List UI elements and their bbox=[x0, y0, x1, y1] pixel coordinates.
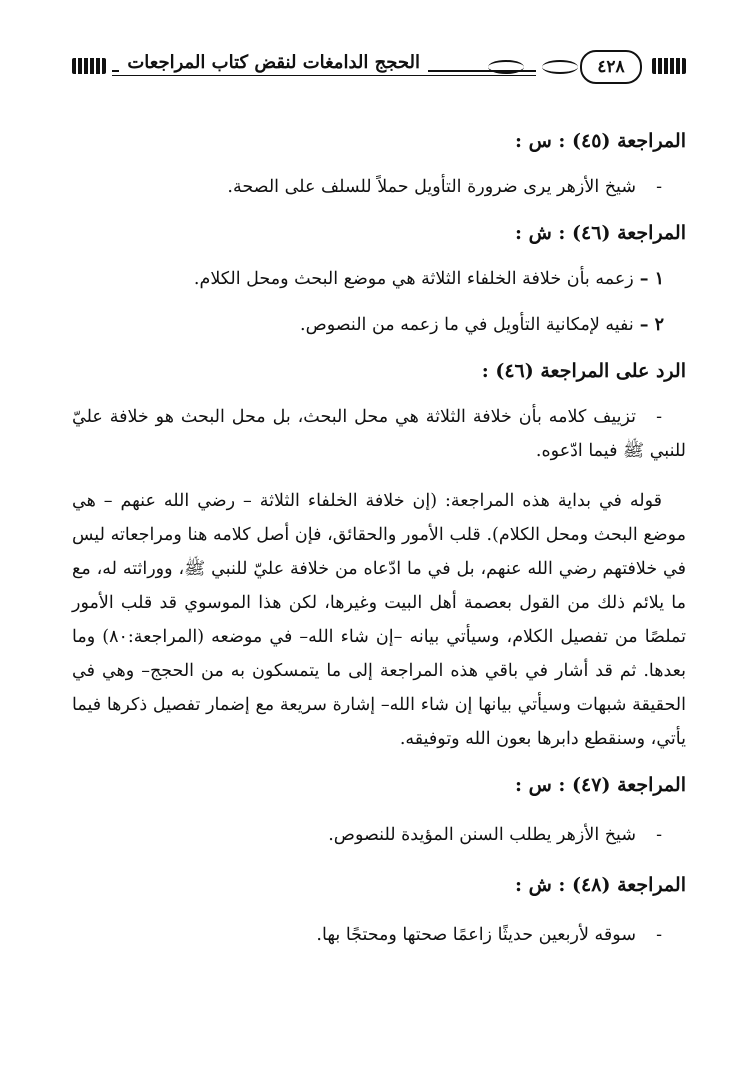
bullet-text: سوقه لأربعين حديثًا زاعمًا صحتها ومحتجًا بها. bbox=[316, 925, 636, 945]
section-heading-m46: المراجعة (٤٦) : ش : bbox=[514, 222, 686, 244]
flourish-ornament bbox=[488, 60, 524, 74]
bullet-text: شيخ الأزهر يرى ضرورة التأويل حملاً للسلف على الصحة. bbox=[227, 177, 636, 197]
ornament-left bbox=[72, 58, 106, 74]
dash-marker: - bbox=[656, 177, 662, 197]
flourish-ornament bbox=[542, 60, 578, 74]
header-rule-thin bbox=[112, 75, 536, 76]
item-text: زعمه بأن خلافة الخلفاء الثلاثة هي موضع البحث ومحل الكلام. bbox=[193, 269, 634, 289]
page-body bbox=[72, 124, 686, 952]
dash-marker: - bbox=[656, 925, 662, 945]
bullet-text: تزييف كلامه بأن خلافة الثلاثة هي محل البحث، بل محل البحث هو خلافة عليّ للنبي ﷺ فيما ادّعوه. bbox=[72, 407, 686, 461]
numbered-item-2 bbox=[72, 308, 686, 342]
section-heading-m45: المراجعة (٤٥) : س : bbox=[514, 130, 686, 152]
numbered-item-1 bbox=[72, 262, 686, 296]
book-title: الحجج الدامغات لنقض كتاب المراجعات bbox=[119, 52, 428, 73]
section-heading-reply: الرد على المراجعة (٤٦) : bbox=[481, 360, 686, 382]
bullet-m45 bbox=[72, 170, 686, 204]
bullet-text: شيخ الأزهر يطلب السنن المؤيدة للنصوص. bbox=[328, 825, 636, 845]
section-heading-m48: المراجعة (٤٨) : ش : bbox=[514, 874, 686, 896]
item-number: ٢ – bbox=[639, 315, 664, 335]
dash-marker: - bbox=[656, 407, 662, 427]
body-paragraph: قوله في بداية هذه المراجعة: (إن خلافة الخلفاء الثلاثة – رضي الله عنهم – هي موضع البحث ومحل الكلام). قلب الأمور والحقائق، فإن أصل كلامه هنا ومراجعاته ليس في خلافتهم رضي الله عنهم، بل في ما ادّعاه من خلافة عليّ للنبي ﷺ، ووراثته له، مع ما يلائم ذلك من القول بعصمة أهل البيت وغيرها، لكن هذا الموسوي قد قلب الأمور تملصًا من تفصيل الكلام، وسيأتي بيانه –إن شاء الله– في موضعه (المراجعة:٨٠) وما بعدها. ثم قد أشار في باقي هذه المراجعة إلى ما يتمسكون به من الحجج– وهي في الحقيقة شبهات وسيأتي بيانها إن شاء الله– إشارة سريعة مع إضمار تفصيل ذكرها فيما يأتي، وسنقطع دابرها بعون الله وتوفيقه. bbox=[72, 491, 686, 749]
running-header bbox=[72, 50, 686, 86]
bullet-reply bbox=[72, 400, 686, 468]
page-number: ٤٢٨ bbox=[580, 50, 642, 84]
dash-marker: - bbox=[656, 825, 662, 845]
item-text: نفيه لإمكانية التأويل في ما زعمه من النصوص. bbox=[300, 315, 634, 335]
item-number: ١ – bbox=[639, 269, 664, 289]
bullet-m47 bbox=[72, 818, 686, 852]
bullet-m48 bbox=[72, 918, 686, 952]
section-heading-m47: المراجعة (٤٧) : س : bbox=[514, 774, 686, 796]
ornament-right bbox=[652, 58, 686, 74]
